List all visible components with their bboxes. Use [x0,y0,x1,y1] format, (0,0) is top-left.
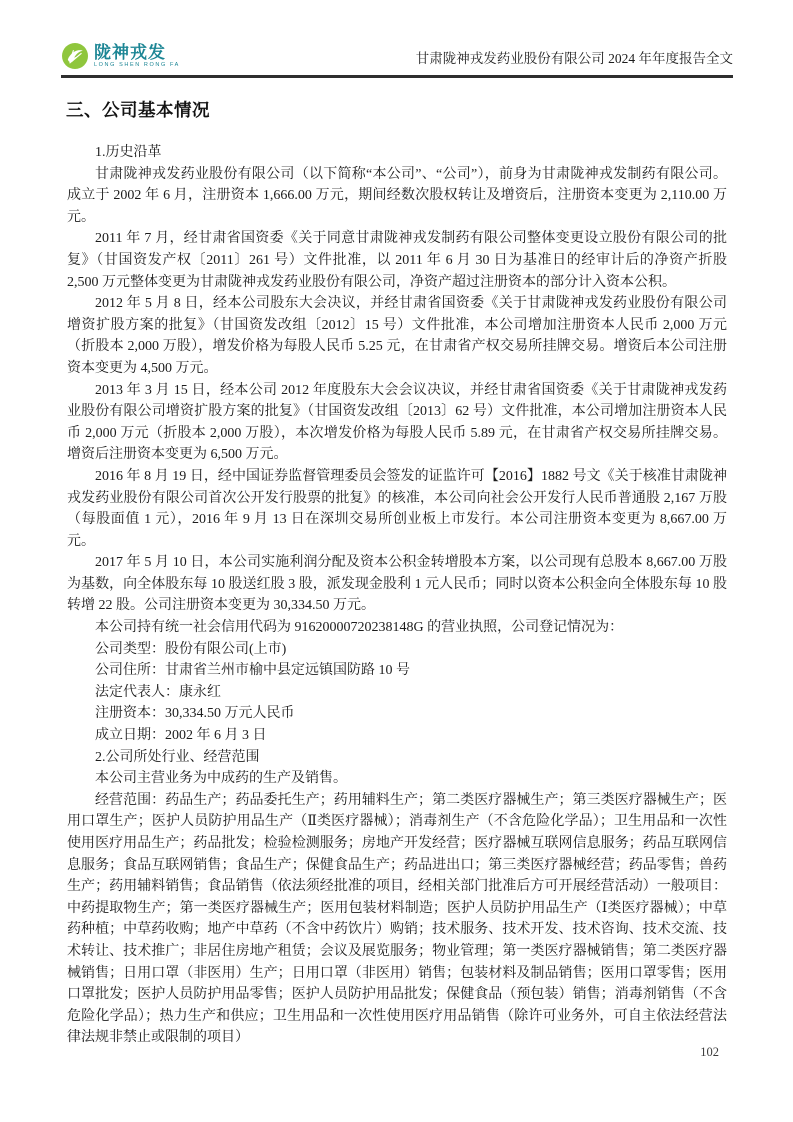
info-company-address: 公司住所：甘肃省兰州市榆中县定远镇国防路 10 号 [95,663,410,679]
info-legal-representative: 法定代表人：康永红 [95,684,221,700]
logo-brand-name: 陇神戎发 [94,42,166,62]
company-logo [61,42,180,70]
paragraph-main-business: 本公司主营业务为中成药的生产及销售。 [95,771,347,787]
page-number: 102 [700,1045,719,1059]
page-header [61,42,733,78]
logo-text-block [94,44,180,69]
paragraph-2012: 2012 年 5 月 8 日，经本公司股东大会决议，并经甘肃省国资委《关于甘肃陇神戎发药业股份有限公司增资扩股方案的批复》（甘国资发改组〔2012〕15 号）文件批准，本公司增加注册资本人民币 2,000 万元（折股本 2,000 万股），增发价格为每股人民币 5.25 元，在甘肃省产权交易所挂牌交易。增资后本公司注册资本变更为 4,500 万元。 [67,296,727,376]
paragraph-history-heading: 1.历史沿革 [95,145,162,160]
header-doc-title: 甘肃陇神戎发药业股份有限公司 2024 年年度报告全文 [415,51,733,66]
info-company-type: 公司类型：股份有限公司(上市) [95,641,287,657]
logo-brand-name-en: LONG SHEN RONG FA [94,61,180,68]
paragraph-business-scope: 经营范围：药品生产；药品委托生产；药用辅料生产；第二类医疗器械生产；第三类医疗器械生产；医用口罩生产；医护人员防护用品生产（Ⅱ类医疗器械）；消毒剂生产（不含危险化学品）；卫生用品和一次性使用医疗用品生产；药品批发；检验检测服务；房地产开发经营；医疗器械互联网信息服务；药品互联网信息服务；食品互联网销售；食品生产；保健食品生产；药品进出口；第三类医疗器械经营；药品零售；兽药生产；药用辅料销售；食品销售（依法须经批准的项目，经相关部门批准后方可开展经营活动）一般项目：中药提取物生产；第一类医疗器械生产；医用包装材料制造；医护人员防护用品生产（Ⅰ类医疗器械）；中草药种植；中草药收购；地产中草药（不含中药饮片）购销；技术服务、技术开发、技术咨询、技术交流、技术转让、技术推广；非居住房地产租赁；会议及展览服务；物业管理；第一类医疗器械销售；第二类医疗器械销售；日用口罩（非医用）生产；日用口罩（非医用）销售；包装材料及制品销售；医用口罩零售；医用口罩批发；医护人员防护用品零售；医护人员防护用品批发；保健食品（预包装）销售；消毒剂销售（不含危险化学品）；热力生产和供应；卫生用品和一次性使用医疗用品销售（除许可业务外，可自主依法经营法律法规非禁止或限制的项目） [67,792,727,1046]
paragraph-2013: 2013 年 3 月 15 日，经本公司 2012 年度股东大会会议决议，并经甘肃省国资委《关于甘肃陇神戎发药业股份有限公司增资扩股方案的批复》（甘国资发改组〔2013〕62 号）文件批准，本公司增加注册资本人民币 2,000 万元（折股本 2,000 万股），本次增发价格为每股人民币 5.89 元，在甘肃省产权交易所挂牌交易。增资后注册资本变更为 6,500 万元。 [67,382,727,463]
paragraph-2017: 2017 年 5 月 10 日，本公司实施利润分配及资本公积金转增股本方案，以公司现有总股本 8,667.00 万股为基数，向全体股东每 10 股送红股 3 股，派发现金股利 1 元人民币；同时以资本公积金向全体股东每 10 股转增 22 股。公司注册资本变更为 30,334.50 万元。 [67,555,727,614]
info-founding-date: 成立日期：2002 年 6 月 3 日 [95,728,267,744]
paragraph-industry-heading: 2.公司所处行业、经营范围 [95,749,260,765]
paragraph-credit-code: 本公司持有统一社会信用代码为 91620000720238148G 的营业执照，公司登记情况为： [95,620,624,636]
section-title: 三、公司基本情况 [66,100,210,120]
paragraph-founding: 甘肃陇神戎发药业股份有限公司（以下简称“本公司”、“公司”），前身为甘肃陇神戎发制药有限公司。成立于 2002 年 6 月，注册资本 1,666.00 万元，期间经数次股权转让及增资后，注册资本变更为 2,110.00 万元。 [67,166,727,225]
paragraph-2011: 2011 年 7 月，经甘肃省国资委《关于同意甘肃陇神戎发制药有限公司整体变更设立股份有限公司的批复》（甘国资发产权〔2011〕261 号）文件批准，以 2011 年 6 月 30 日为基准日的经审计后的净资产折股 2,500 万元整体变更为甘肃陇神戎发药业股份有限公司，净资产超过注册资本的部分计入资本公积。 [67,231,727,290]
bird-circle-icon [61,42,89,70]
body-text [67,142,727,1049]
page-footer [700,1045,719,1060]
paragraph-2016: 2016 年 8 月 19 日，经中国证券监督管理委员会签发的证监许可【2016】1882 号文《关于核准甘肃陇神戎发药业股份有限公司首次公开发行股票的批复》的核准，本公司向社会公开发行人民币普通股 2,167 万股（每股面值 1 元），2016 年 9 月 13 日在深圳交易所创业板上市发行。本公司注册资本变更为 8,667.00 万元。 [67,468,727,549]
info-registered-capital: 注册资本：30,334.50 万元人民币 [95,706,295,722]
